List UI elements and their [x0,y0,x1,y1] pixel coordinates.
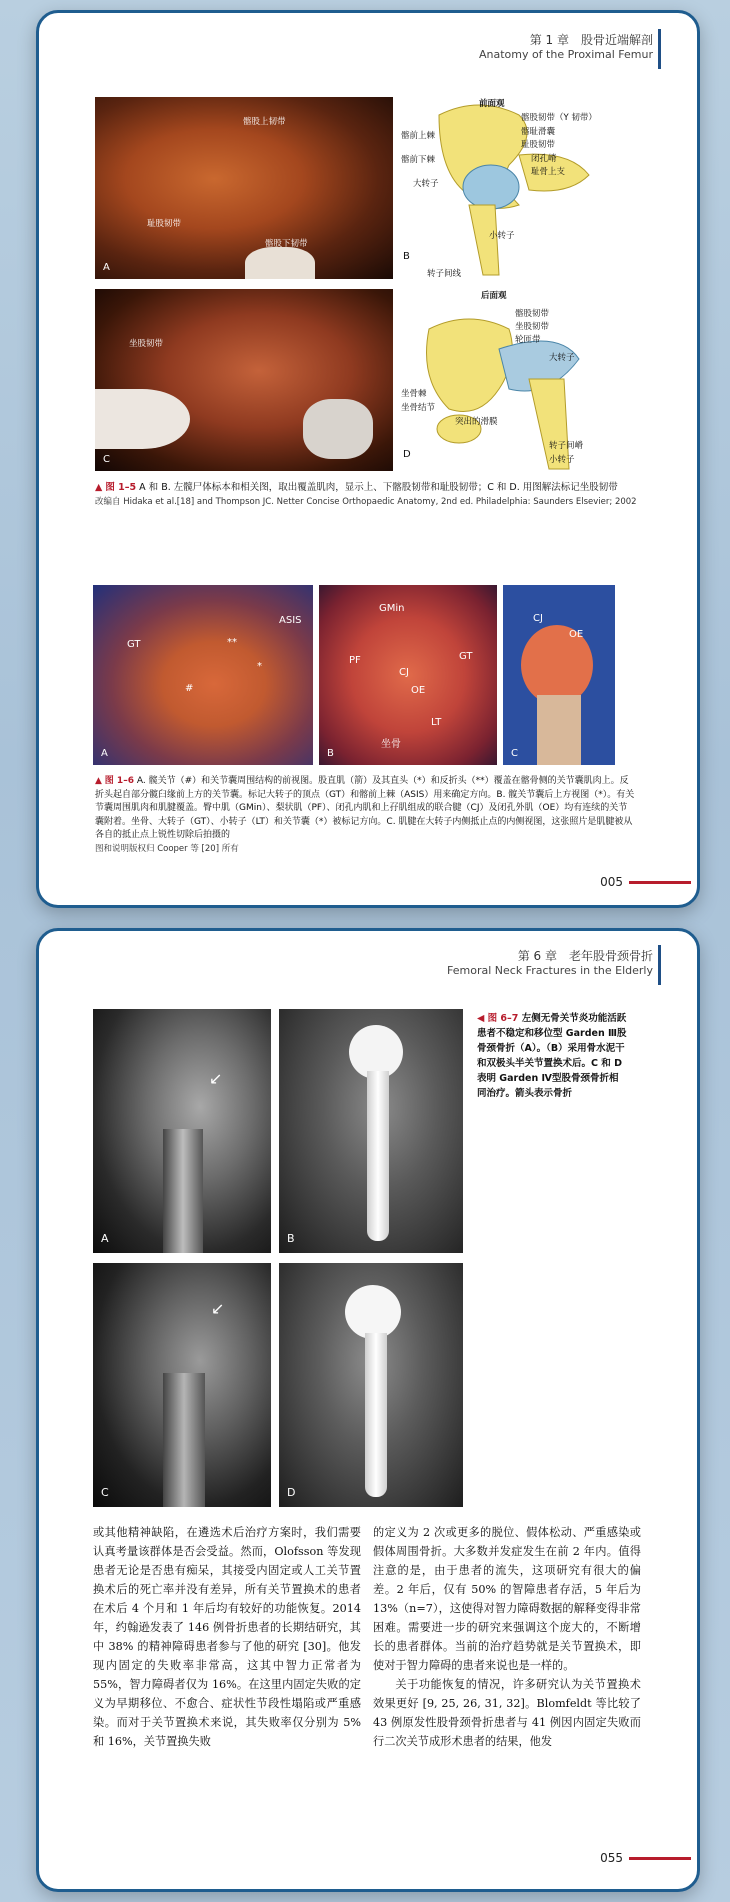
label-ischial-tuberosity: 坐骨结节 [401,403,436,413]
page-number-rule [629,1857,691,1860]
xray-panel-b [279,1009,463,1253]
panel-label: C [511,748,518,759]
label-obturator-crest: 闭孔嵴 [531,154,557,164]
label-cj-c: CJ [533,613,543,624]
label-pf: PF [349,655,361,666]
caption-marker: ▲ [95,482,103,493]
caption-marker: ▲ [95,776,102,786]
panel-label: A [101,1232,109,1245]
page-number: 055 [600,1851,623,1865]
label-gt: GT [127,639,141,650]
panel-label: C [101,1486,109,1499]
label-asis: 髂前上棘 [401,131,436,141]
fracture-arrow-icon: ↙ [209,1069,223,1088]
paragraph: 或其他精神缺陷，在遴选术后治疗方案时，我们需要认真考量该群体是否会受益。然而，Olofsson 等发现患者无论是否患有痴呆，其接受内固定或人工关节置换术后的死亡率并没有差异，所有关节置换术的患者在术后 4 个月和 1 年后均有较好的功能恢复。2014 年，约翰逊发表了 146 例骨折患者的长期结研究，其中 38% 的精神障碍患者参与了他的研究 [30]。他发现内固定的失败率非常高，这其中智力正常者为 55%，智力障碍者仅为 16%。在这里内固定失败的定义为早期移位、不愈合、症状性节段性塌陷或严重感染。而对于关节置换术来说，其失败率仅分别为 5% 和 16%，关节置换失败 [93,1526,361,1748]
xray-panel-d [279,1263,463,1507]
caption-source: 改编自 Hidaka et al.[18] and Thompson JC. Netter Concise Orthopaedic Anatomy, 2nd ed. Philadelphia: Saunders Elsevier; 2002 [95,497,637,507]
running-header [479,31,653,61]
fig16-panel-a [93,585,313,765]
label-ischium: 坐骨 [381,739,401,750]
label-intertrochanteric-crest: 转子间嵴 [549,441,584,451]
label-hash: # [185,683,194,694]
view-anterior: 前面观 [479,99,505,109]
caption-source: 图和说明版权归 Cooper 等 [20] 所有 [95,843,239,854]
label-superior-pubic-ramus: 耻骨上支 [531,167,566,177]
label-iliofemoral-d: 髂股韧带 [515,309,550,319]
label-asis-16: ASIS [279,615,302,626]
body-column-left [93,1523,361,1751]
xray-panel-a [93,1009,271,1253]
label-aiis: 髂前下棘 [401,155,436,165]
xray-panel-c [93,1263,271,1507]
label-gt-b: GT [459,651,473,662]
label-oe: OE [411,685,426,696]
book-page-005 [36,10,700,908]
paragraph: 的定义为 2 次或更多的脱位、假体松动、严重感染或假体周围骨折。大多数并发症发生在前 2 年内。值得注意的是，由于患者的流失，这项研究有很大的偏差。2 年后，仅有 50% 的智障患者存活，5 年后为 13%（n=7），这使得对智力障碍数据的解释变得非常困难。需要进一步的研究来强调这个庞大的，不断增长的患者群体。当前的治疗趋势就是关节置换术，即使对于智力障碍的患者来说也是一样的。 [373,1526,641,1672]
panel-label: B [403,251,410,262]
panel-label: B [327,748,334,759]
panel-label: B [287,1232,295,1245]
label-iliopectineal-bursa: 髂耻滑囊 [521,127,556,137]
fig15-panel-b [399,95,631,281]
fig67-caption [477,1011,627,1101]
label-pubofemoral-b: 耻股韧带 [521,140,556,150]
page-number-rule [629,881,691,884]
label-intertrochanteric-line: 转子间线 [427,269,462,279]
fig16-panel-b [319,585,497,765]
panel-label: D [403,449,411,460]
header-bar [658,945,661,985]
figure-number: 图 1–5 [105,482,137,493]
label-inferior-iliofemoral: 髂股下韧带 [265,239,308,249]
label-superior-iliofemoral: 髂股上韧带 [243,117,286,127]
chapter-title-en: Femoral Neck Fractures in the Elderly [447,964,653,977]
running-header [447,947,653,977]
fig15-panel-c [95,289,393,471]
panel-label: A [103,262,110,273]
caption-text: A 和 B. 左髋尸体标本和相关图，取出覆盖肌肉，显示上、下髂股韧带和耻股韧带；C 和 D. 用图解法标记坐股韧带 [139,482,618,493]
label-oe-c: OE [569,629,584,640]
body-column-right [373,1523,641,1751]
label-y-ligament: 髂股韧带（Y 韧带） [521,113,597,123]
label-pubofemoral: 耻股韧带 [147,219,182,229]
label-protruding-synovium: 突出的滑膜 [455,417,498,427]
fracture-arrow-icon: ↙ [211,1299,225,1318]
caption-text: A. 髋关节（#）和关节囊周围结构的前视图。股直肌（箭）及其直头（*）和反折头（**）覆盖在髂骨侧的关节囊肌肉上。反折头起自部分髋臼缘前上方的关节囊。标记大转子的顶点（GT）和髂前上棘（ASIS）用来确定方向。B. 髋关节囊后上方视图（*）。有关节囊周围肌肉和肌腱覆盖。臀中肌（GMin）、梨状肌（PF）、闭孔内肌和上孖肌组成的联合腱（CJ）及闭孔外肌（OE）均有连续的关节囊附着。坐骨、大转子（GT）、小转子（LT）和关节囊（*）被标记方向。C. 肌腱在大转子内侧抵止点的内侧视图，这张照片是肌腱被从各自的抵止点上锐性切除后拍摄的 [95,776,635,840]
caption-text: 左侧无骨关节炎功能活跃患者不稳定和移位型 Garden Ⅲ股骨颈骨折（A）。（B）采用骨水泥干和双极头半关节置换术后。C 和 D 表明 Garden Ⅳ型股骨颈骨折相同治疗。箭头表示骨折 [477,1013,627,1099]
label-lesser-trochanter-d: 小转子 [549,455,575,465]
label-greater-trochanter-d: 大转子 [549,353,575,363]
label-double-star: ** [227,637,237,648]
label-ischial-spine: 坐骨棘 [401,389,427,399]
panel-label: A [101,748,108,759]
label-lesser-trochanter: 小转子 [489,231,515,241]
fig15-panel-d [399,289,631,479]
chapter-title-cn: 第 1 章 股骨近端解剖 [529,33,653,47]
caption-marker: ◀ [477,1013,485,1024]
chapter-title-cn: 第 6 章 老年股骨颈骨折 [517,949,653,963]
label-greater-trochanter: 大转子 [413,179,439,189]
fig16-panel-c [503,585,615,765]
page-number: 005 [600,875,623,889]
figure-number: 图 1–6 [104,776,134,786]
paragraph: 关于功能恢复的情况，许多研究认为关节置换术效果更好 [9, 25, 26, 31, 32]。Blomfeldt 等比较了 43 例原发性股骨颈骨折患者与 41 例因内固定失败而行二次关节成形术患者的结果，他发 [373,1678,641,1748]
header-bar [658,29,661,69]
label-ischiofemoral: 坐股韧带 [129,339,164,349]
panel-label: D [287,1486,296,1499]
label-star: * [257,661,262,672]
book-page-055 [36,928,700,1892]
label-lt: LT [431,717,442,728]
view-posterior: 后面观 [481,291,507,301]
figure-number: 图 6–7 [487,1013,519,1024]
fig16-caption [95,775,635,856]
fig15-caption [95,481,643,509]
chapter-title-en: Anatomy of the Proximal Femur [478,48,653,61]
fig15-panel-a [95,97,393,279]
label-ischiofemoral-d: 坐股韧带 [515,322,550,332]
panel-label: C [103,454,110,465]
label-gmin: GMin [379,603,405,614]
label-cj: CJ [399,667,409,678]
label-zona-orbicularis: 轮匝带 [515,335,541,345]
